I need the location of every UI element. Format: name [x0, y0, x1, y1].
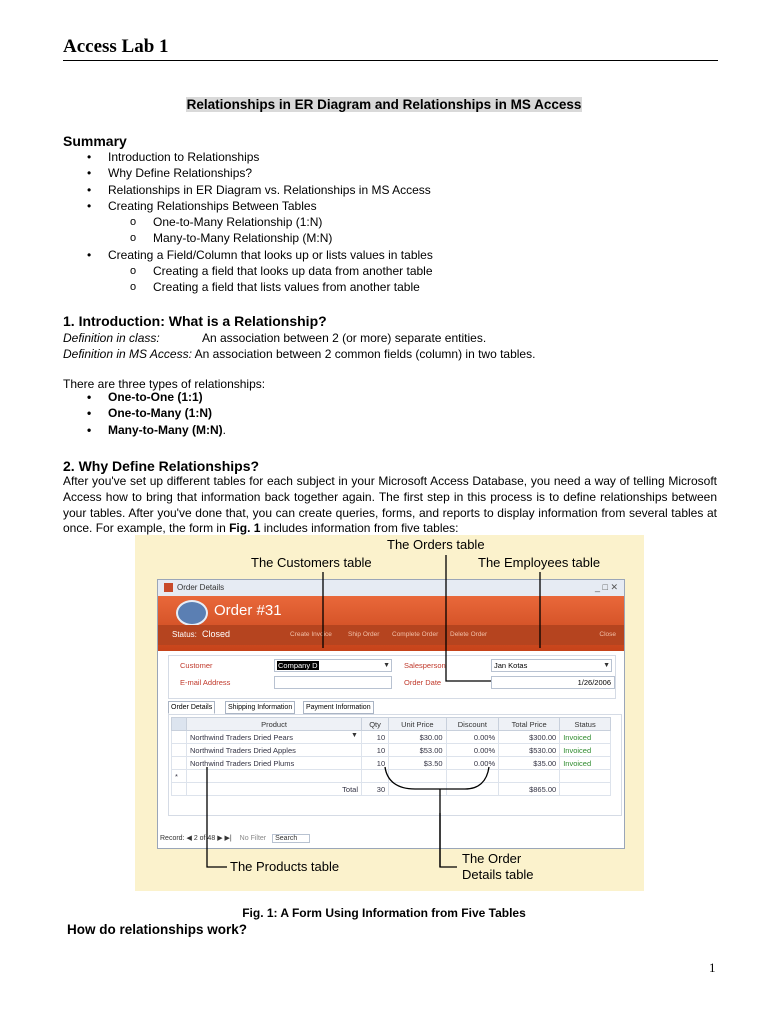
salesperson-combo[interactable]: Jan Kotas ▼: [491, 659, 612, 672]
orders-line: [446, 555, 491, 681]
ship-order-button[interactable]: Ship Order: [348, 631, 380, 638]
callout-orders: The Orders table: [387, 537, 485, 552]
order-details-line-2: [440, 789, 457, 867]
definition-access: Definition in MS Access: An association between 2 common fields (column) in two tables.: [63, 347, 536, 361]
section2-paragraph: After you've set up different tables for each subject in your Microsoft Access Database, you need a way of telling Microsoft Access how to bring that information back together again. The first step in this process is to define relationships between your tables. After you've done that, you can create queries, forms, and reports to display information from several tables at once. For example, the form in Fig. 1 includes information from five tables:: [63, 474, 717, 536]
chevron-down-icon[interactable]: ▼: [603, 662, 610, 669]
total-price: $865.00: [499, 783, 560, 796]
figure-1: [135, 535, 644, 891]
chevron-down-icon[interactable]: ▼: [383, 662, 390, 669]
window-titlebar: Order Details _ □ ✕: [158, 580, 624, 596]
first-record-icon[interactable]: ◀: [186, 835, 192, 842]
close-button[interactable]: Close: [599, 631, 616, 638]
products-line: [207, 767, 227, 867]
callout-order-details: The Order Details table: [462, 851, 534, 882]
column-header[interactable]: Status: [560, 718, 611, 731]
total-label: Total: [187, 783, 362, 796]
column-header[interactable]: Discount: [446, 718, 499, 731]
column-header[interactable]: Qty: [362, 718, 389, 731]
column-header[interactable]: Unit Price: [389, 718, 446, 731]
window-controls-icon[interactable]: _ □ ✕: [595, 582, 618, 592]
list-subitem: o Many-to-Many Relationship (M:N): [63, 230, 723, 246]
how-heading: How do relationships work?: [67, 922, 248, 937]
status-value: Closed: [202, 629, 231, 639]
cell-total-price[interactable]: $300.00: [499, 731, 560, 744]
column-header[interactable]: Total Price: [499, 718, 560, 731]
cell-status[interactable]: Invoiced: [560, 757, 611, 770]
definition-class: Definition in class: An association between 2 (or more) separate entities.: [63, 331, 487, 345]
customer-label: Customer: [180, 661, 213, 670]
delete-order-button[interactable]: Delete Order: [450, 631, 488, 638]
cell-qty[interactable]: 10: [362, 757, 389, 770]
callout-customers: The Customers table: [251, 555, 372, 570]
callout-lines: [135, 535, 644, 891]
document-title: Access Lab 1: [63, 36, 169, 57]
column-header[interactable]: Product: [187, 718, 362, 731]
list-item: • Creating a Field/Column that looks up or lists values in tables: [63, 247, 723, 263]
relationship-types-list: [63, 389, 226, 438]
summary-heading: Summary: [63, 133, 127, 149]
list-item: • One-to-One (1:1): [63, 389, 226, 405]
filter-toggle[interactable]: No Filter: [239, 835, 267, 842]
tab-payment-information[interactable]: Payment Information: [303, 701, 374, 714]
order-details-bracket: [385, 767, 489, 789]
list-subitem: o Creating a field that looks up data from another table: [63, 263, 723, 279]
cell-unit-price[interactable]: $3.50: [389, 757, 446, 770]
cell-total-price[interactable]: $530.00: [499, 744, 560, 757]
list-item: • Many-to-Many (M:N).: [63, 422, 226, 438]
list-subitem: o Creating a field that lists values from another table: [63, 279, 723, 295]
list-item: • Creating Relationships Between Tables: [63, 198, 723, 214]
page-number: 1: [709, 960, 716, 975]
list-subitem: o One-to-Many Relationship (1:N): [63, 214, 723, 230]
figure-caption: Fig. 1: A Form Using Information from Five Tables: [242, 906, 526, 920]
tab-order-details[interactable]: Order Details: [168, 701, 215, 714]
cell-status[interactable]: Invoiced: [560, 731, 611, 744]
section1-heading: 1. Introduction: What is a Relationship?: [63, 313, 327, 329]
cell-discount[interactable]: 0.00%: [446, 744, 499, 757]
cell-qty[interactable]: 10: [362, 744, 389, 757]
callout-employees: The Employees table: [478, 555, 601, 570]
cell-status[interactable]: Invoiced: [560, 744, 611, 757]
cell-product[interactable]: Northwind Traders Dried Apples: [187, 744, 362, 757]
list-item: • Relationships in ER Diagram vs. Relationships in MS Access: [63, 182, 723, 198]
total-qty: 30: [362, 783, 389, 796]
order-date-field[interactable]: 1/26/2006: [491, 676, 615, 689]
list-item: • One-to-Many (1:N): [63, 405, 226, 421]
tab-shipping-information[interactable]: Shipping Information: [225, 701, 295, 714]
cell-discount[interactable]: 0.00%: [446, 757, 499, 770]
salesperson-label: Salesperson: [404, 661, 446, 670]
product-chevron-down-icon[interactable]: ▼: [351, 732, 358, 739]
cell-unit-price[interactable]: $53.00: [389, 744, 446, 757]
new-row-marker: *: [172, 770, 187, 783]
email-label: E-mail Address: [180, 678, 231, 687]
create-invoice-button[interactable]: Create Invoice: [290, 631, 332, 638]
cell-product[interactable]: Northwind Traders Dried Plums: [187, 757, 362, 770]
header-rule: [63, 60, 718, 61]
cell-discount[interactable]: 0.00%: [446, 731, 499, 744]
section2-heading: 2. Why Define Relationships?: [63, 458, 260, 474]
search-box[interactable]: Search: [272, 834, 310, 843]
summary-list: [63, 149, 723, 296]
cell-product[interactable]: Northwind Traders Dried Pears: [187, 731, 362, 744]
types-intro: There are three types of relationships:: [63, 377, 266, 391]
cell-unit-price[interactable]: $30.00: [389, 731, 446, 744]
cell-total-price[interactable]: $35.00: [499, 757, 560, 770]
next-record-icon[interactable]: ▶ ▶|: [217, 835, 232, 842]
cell-qty[interactable]: 10: [362, 731, 389, 744]
record-navigator: Record: ◀ 2 of 48 ▶ ▶| No Filter Search: [160, 834, 380, 845]
callout-products: The Products table: [230, 859, 340, 874]
list-item: • Introduction to Relationships: [63, 149, 723, 165]
order-date-label: Order Date: [404, 678, 442, 687]
record-position[interactable]: 2 of 48: [193, 835, 216, 842]
center-heading: Relationships in ER Diagram and Relationships in MS Access: [186, 97, 582, 112]
order-title: Order #31: [214, 602, 282, 619]
status-label: Status:: [172, 630, 197, 639]
complete-order-button[interactable]: Complete Order: [392, 631, 439, 638]
customer-combo[interactable]: Company D ▼: [274, 659, 392, 672]
list-item: • Why Define Relationships?: [63, 165, 723, 181]
